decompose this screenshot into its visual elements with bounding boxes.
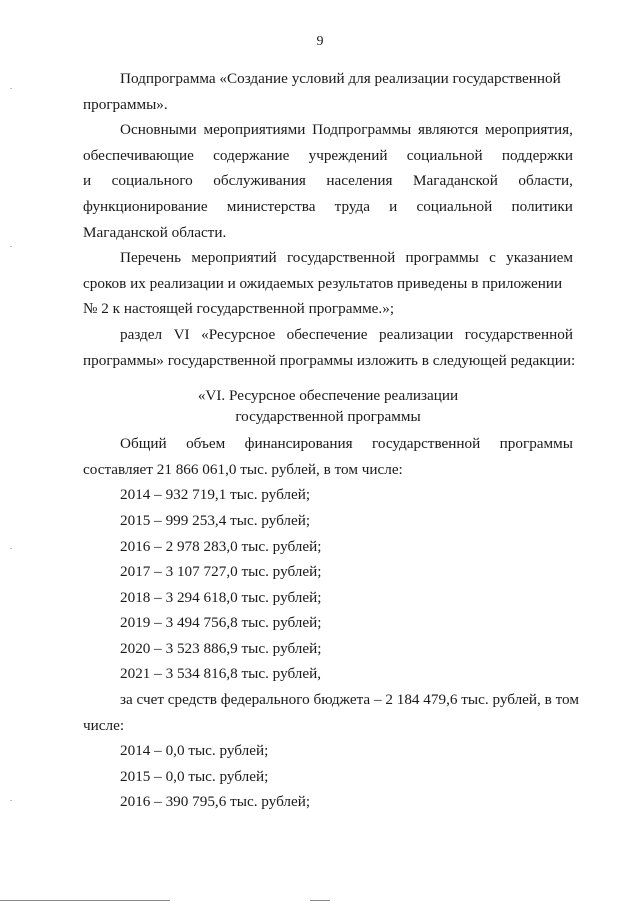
year-amount-line: 2014 – 932 719,1 тыс. рублей; — [120, 486, 311, 504]
year-amount-line: 2016 – 2 978 283,0 тыс. рублей; — [120, 537, 322, 555]
scan-bottom-rule — [0, 900, 170, 901]
paragraph-line — [83, 245, 573, 271]
word: поддержки — [501, 146, 573, 164]
paragraph-line: № 2 к настоящей государственной программе.»; — [83, 300, 395, 318]
year-amount-line: 2021 – 3 534 816,8 тыс. рублей, — [120, 665, 322, 683]
scan-margin-mark — [10, 88, 12, 89]
word: программы — [405, 249, 479, 267]
year-amount-line: 2019 – 3 494 756,8 тыс. рублей; — [120, 614, 322, 632]
paragraph-line — [83, 322, 573, 348]
word: раздел — [120, 325, 163, 343]
scan-margin-mark — [10, 548, 12, 549]
paragraph-line: программы» государственной программы изложить в следующей редакции: — [83, 351, 576, 369]
word: программы — [499, 435, 573, 453]
word: являются — [418, 121, 479, 139]
year-amount-line: 2020 – 3 523 886,9 тыс. рублей; — [120, 639, 322, 657]
word: государственной — [372, 435, 481, 453]
scan-margin-mark — [10, 246, 12, 247]
word: финансирования — [244, 435, 353, 453]
paragraph-line: сроков их реализации и ожидаемых результатов приведены в приложении — [83, 274, 563, 292]
paragraph-line — [83, 194, 573, 220]
paragraph-line: составляет 21 866 061,0 тыс. рублей, в том числе: — [83, 460, 403, 478]
word: политики — [511, 197, 573, 215]
year-amount-line: 2018 – 3 294 618,0 тыс. рублей; — [120, 588, 322, 606]
word: VI — [173, 325, 190, 343]
word: Магаданской — [413, 172, 498, 190]
word: реализации — [379, 325, 454, 343]
word: и — [83, 172, 92, 190]
word: государственной — [464, 325, 573, 343]
paragraph-line — [83, 117, 573, 143]
paragraph-line: за счет средств федерального бюджета – 2 184 479,6 тыс. рублей, в том — [120, 691, 579, 709]
scan-margin-mark — [10, 800, 12, 801]
year-amount-line: 2017 – 3 107 727,0 тыс. рублей; — [120, 563, 322, 581]
word: «Ресурсное — [201, 325, 276, 343]
paragraph-line — [83, 143, 573, 169]
word: мероприятий — [191, 249, 277, 267]
document-body — [83, 66, 579, 815]
paragraph-line: числе: — [83, 716, 125, 734]
heading-line: государственной программы — [235, 408, 421, 426]
word: объем — [186, 435, 226, 453]
heading-line: «VI. Ресурсное обеспечение реализации — [197, 387, 459, 405]
word: труда — [334, 197, 370, 215]
word: Подпрограммы — [312, 121, 412, 139]
year-amount-line: 2014 – 0,0 тыс. рублей; — [120, 742, 269, 760]
word: учреждений — [308, 146, 388, 164]
word: социальной — [416, 197, 493, 215]
word: содержание — [213, 146, 290, 164]
paragraph-line: Подпрограмма «Создание условий для реализации государственной — [120, 70, 561, 87]
paragraph-line — [83, 168, 573, 194]
word: Общий — [120, 435, 167, 453]
word: Перечень — [120, 249, 182, 267]
year-amount-line: 2015 – 0,0 тыс. рублей; — [120, 767, 269, 785]
word: Основными — [120, 121, 197, 139]
word: области, — [518, 172, 573, 190]
word: социального — [111, 172, 193, 190]
word: обеспечение — [286, 325, 368, 343]
word: населения — [326, 172, 393, 190]
word: социальной — [406, 146, 483, 164]
word: государственной — [286, 249, 396, 267]
word: обеспечивающие — [83, 146, 194, 164]
word: указанием — [506, 249, 573, 267]
section-heading — [83, 385, 573, 427]
word: обслуживания — [213, 172, 306, 190]
page-number: 9 — [316, 34, 324, 49]
word: министерства — [226, 197, 316, 215]
word: мероприятия, — [485, 121, 573, 139]
paragraph-line — [83, 431, 573, 457]
year-amount-line: 2016 – 390 795,6 тыс. рублей; — [120, 793, 311, 811]
year-amount-line: 2015 – 999 253,4 тыс. рублей; — [120, 511, 311, 529]
scan-bottom-rule — [310, 900, 330, 901]
word: и — [389, 197, 398, 215]
paragraph-line: Магаданской области. — [83, 223, 227, 241]
word: функционирование — [83, 197, 208, 215]
paragraph-line: программы». — [83, 95, 168, 113]
word: с — [489, 249, 496, 267]
word: мероприятиями — [203, 121, 306, 139]
